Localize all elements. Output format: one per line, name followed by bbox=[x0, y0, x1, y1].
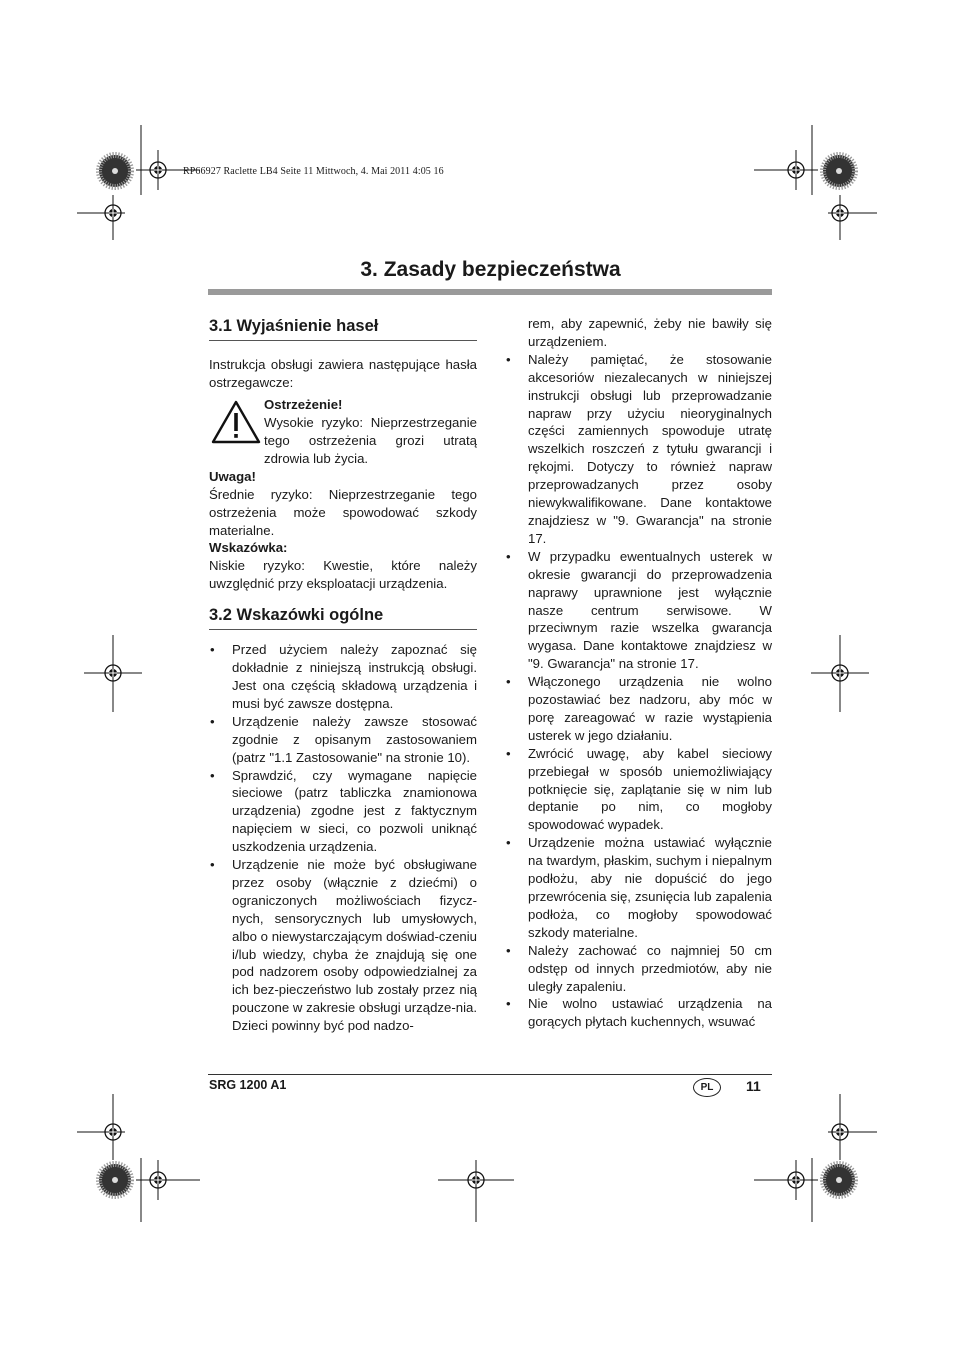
bullet: • bbox=[210, 857, 215, 873]
bullet: • bbox=[506, 351, 511, 367]
list-item bbox=[505, 995, 772, 1031]
list-item-text: Urządzenie można ustawiać wyłącznie na twardym, płaskim, suchym i niepalnym podłożu, aby nie dopuścić do jego przewrócenia się, zsunięcia lub zapalenia podłoża, co mogłoby spowodować szkody materialne. bbox=[528, 835, 772, 940]
registration-dial-icon bbox=[99, 155, 131, 187]
bullet: • bbox=[506, 835, 511, 851]
caution-text: Średnie ryzyko: Nieprzestrzeganie tego ostrzeżenia może spowodować szkody materialne. bbox=[209, 486, 477, 538]
page-title: 3. Zasady bezpieczeństwa bbox=[360, 258, 621, 281]
note-text: Niskie ryzyko: Kwestie, które należy uwzględnić przy eksploatacji urządzenia. bbox=[209, 558, 477, 592]
left-column bbox=[209, 315, 477, 1035]
list-item-continuation bbox=[505, 315, 772, 351]
registration-dial-icon bbox=[823, 155, 855, 187]
bullet: • bbox=[506, 674, 511, 690]
bullet: • bbox=[210, 767, 215, 783]
bullet-list-right bbox=[505, 315, 772, 1031]
bullet: • bbox=[210, 713, 215, 729]
list-item bbox=[505, 673, 772, 745]
print-header: RP66927 Raclette LB4 Seite 11 Mittwoch, 4. Mai 2011 4:05 16 bbox=[183, 166, 444, 177]
list-item-text: Urządzenie należy zawsze stosować zgodnie z opisanym zastosowaniem (patrz "1.1 Zastosowanie" na stronie 10). bbox=[232, 713, 477, 765]
list-item-text: Urządzenie nie może być obsługiwane przez osoby (włącznie z dziećmi) o ograniczonych możliwościach fizycz-nych, sensorycznych lub umysłowych, albo o niewystarczającym doświad-czeniu i/lub wiedzy, chyba że znajdują się one pod nadzorem osoby odpowiedzialnej za ich bez-pieczeństwo lub zostały przez nią pouczone w zakresie obsługi urządze-nia. Dzieci powinny być pod nadzo- bbox=[232, 857, 477, 1034]
registration-dial-icon bbox=[823, 1164, 855, 1196]
list-item bbox=[505, 351, 772, 548]
bullet-list-left bbox=[209, 641, 477, 1035]
list-item bbox=[209, 856, 477, 1035]
warning-title: Ostrzeżenie! bbox=[264, 396, 343, 412]
warning-triangle-icon bbox=[211, 400, 261, 444]
list-item bbox=[209, 641, 477, 713]
bullet: • bbox=[506, 745, 511, 761]
list-item-text: Nie wolno ustawiać urządzenia na gorących płytach kuchennych, wsuwać bbox=[528, 996, 772, 1030]
list-item bbox=[505, 745, 772, 835]
list-item-text: Należy pamiętać, że stosowanie akcesoriów niezalecanych w niniejszej instrukcji obsługi lub przeprowadzanie napraw przy użyciu nieoryginalnych części zamiennych spowoduje utratę wszelkich roszczeń z tytułu gwarancji i rękojmi. Dotyczy to również napraw przeprowadzanych przez osoby niewykwalifikowane. Dane kontaktowe znajdziesz w "9. Gwarancja" na stronie 17. bbox=[528, 351, 772, 546]
intro-text: Instrukcja obsługi zawiera następujące hasła ostrzegawcze: bbox=[209, 357, 477, 390]
list-item-text: rem, aby zapewnić, żeby nie bawiły się urządzeniem. bbox=[528, 316, 772, 349]
title-divider bbox=[208, 289, 772, 295]
bullet: • bbox=[506, 942, 511, 958]
caution-title: Uwaga! bbox=[209, 468, 256, 484]
section-heading: 3.2 Wskazówki ogólne bbox=[209, 604, 477, 630]
page-number: 11 bbox=[746, 1078, 761, 1094]
registration-dial-icon bbox=[99, 1164, 131, 1196]
list-item-text: Włączonego urządzenia nie wolno pozostawiać bez nadzoru, aby móc w porę zareagować w razie wystąpienia usterek w jego działaniu. bbox=[528, 674, 772, 743]
footer-divider bbox=[208, 1074, 772, 1075]
bullet: • bbox=[506, 548, 511, 564]
list-item bbox=[505, 548, 772, 673]
bullet: • bbox=[210, 642, 215, 658]
list-item-text: Przed użyciem należy zapoznać się dokładnie z niniejszą instrukcją obsługi. Jest ona częścią składową urządzenia i musi być zawsze dostępna. bbox=[232, 642, 477, 711]
footer-model: SRG 1200 A1 bbox=[209, 1078, 287, 1092]
note-title: Wskazówka: bbox=[209, 540, 288, 556]
warning-text: Wysokie ryzyko: Nieprzestrzeganie tego ostrzeżenia grozi utratą zdrowia lub życia. bbox=[264, 414, 477, 466]
right-column bbox=[505, 315, 772, 1031]
section-heading: 3.1 Wyjaśnienie haseł bbox=[209, 315, 477, 341]
list-item-text: Sprawdzić, czy wymagane napięcie sieciowe (patrz tabliczka znamionowa urządzenia) zgodne jest z faktycznym napięciem w sieci, co pozwoli uniknąć uszkodzenia urządzenia. bbox=[232, 767, 477, 855]
list-item bbox=[505, 834, 772, 941]
list-item-text: W przypadku ewentualnych usterek w okresie gwarancji do przeprowadzenia naprawy uprawnione jest wyłącznie nasze centrum serwisowe. W przeciwnym razie wszelka gwarancja wygasa. Dane kontaktowe znajdziesz w "9. Gwarancja" na stronie 17. bbox=[528, 548, 772, 672]
list-item-text: Należy zachować co najmniej 50 cm odstęp od innych przedmiotów, aby nie uległy zapaleniu. bbox=[528, 942, 772, 994]
bullet: • bbox=[506, 996, 511, 1012]
list-item bbox=[209, 767, 477, 857]
language-badge: PL bbox=[693, 1078, 721, 1097]
list-item-text: Zwrócić uwagę, aby kabel sieciowy przebiegał w sposób uniemożliwiający potknięcie się, zaplątanie się w nim lub deptanie po nim, co mogłoby spowodować wypadek. bbox=[528, 745, 772, 833]
list-item bbox=[505, 942, 772, 996]
warning-block bbox=[209, 396, 477, 468]
list-item bbox=[209, 713, 477, 767]
